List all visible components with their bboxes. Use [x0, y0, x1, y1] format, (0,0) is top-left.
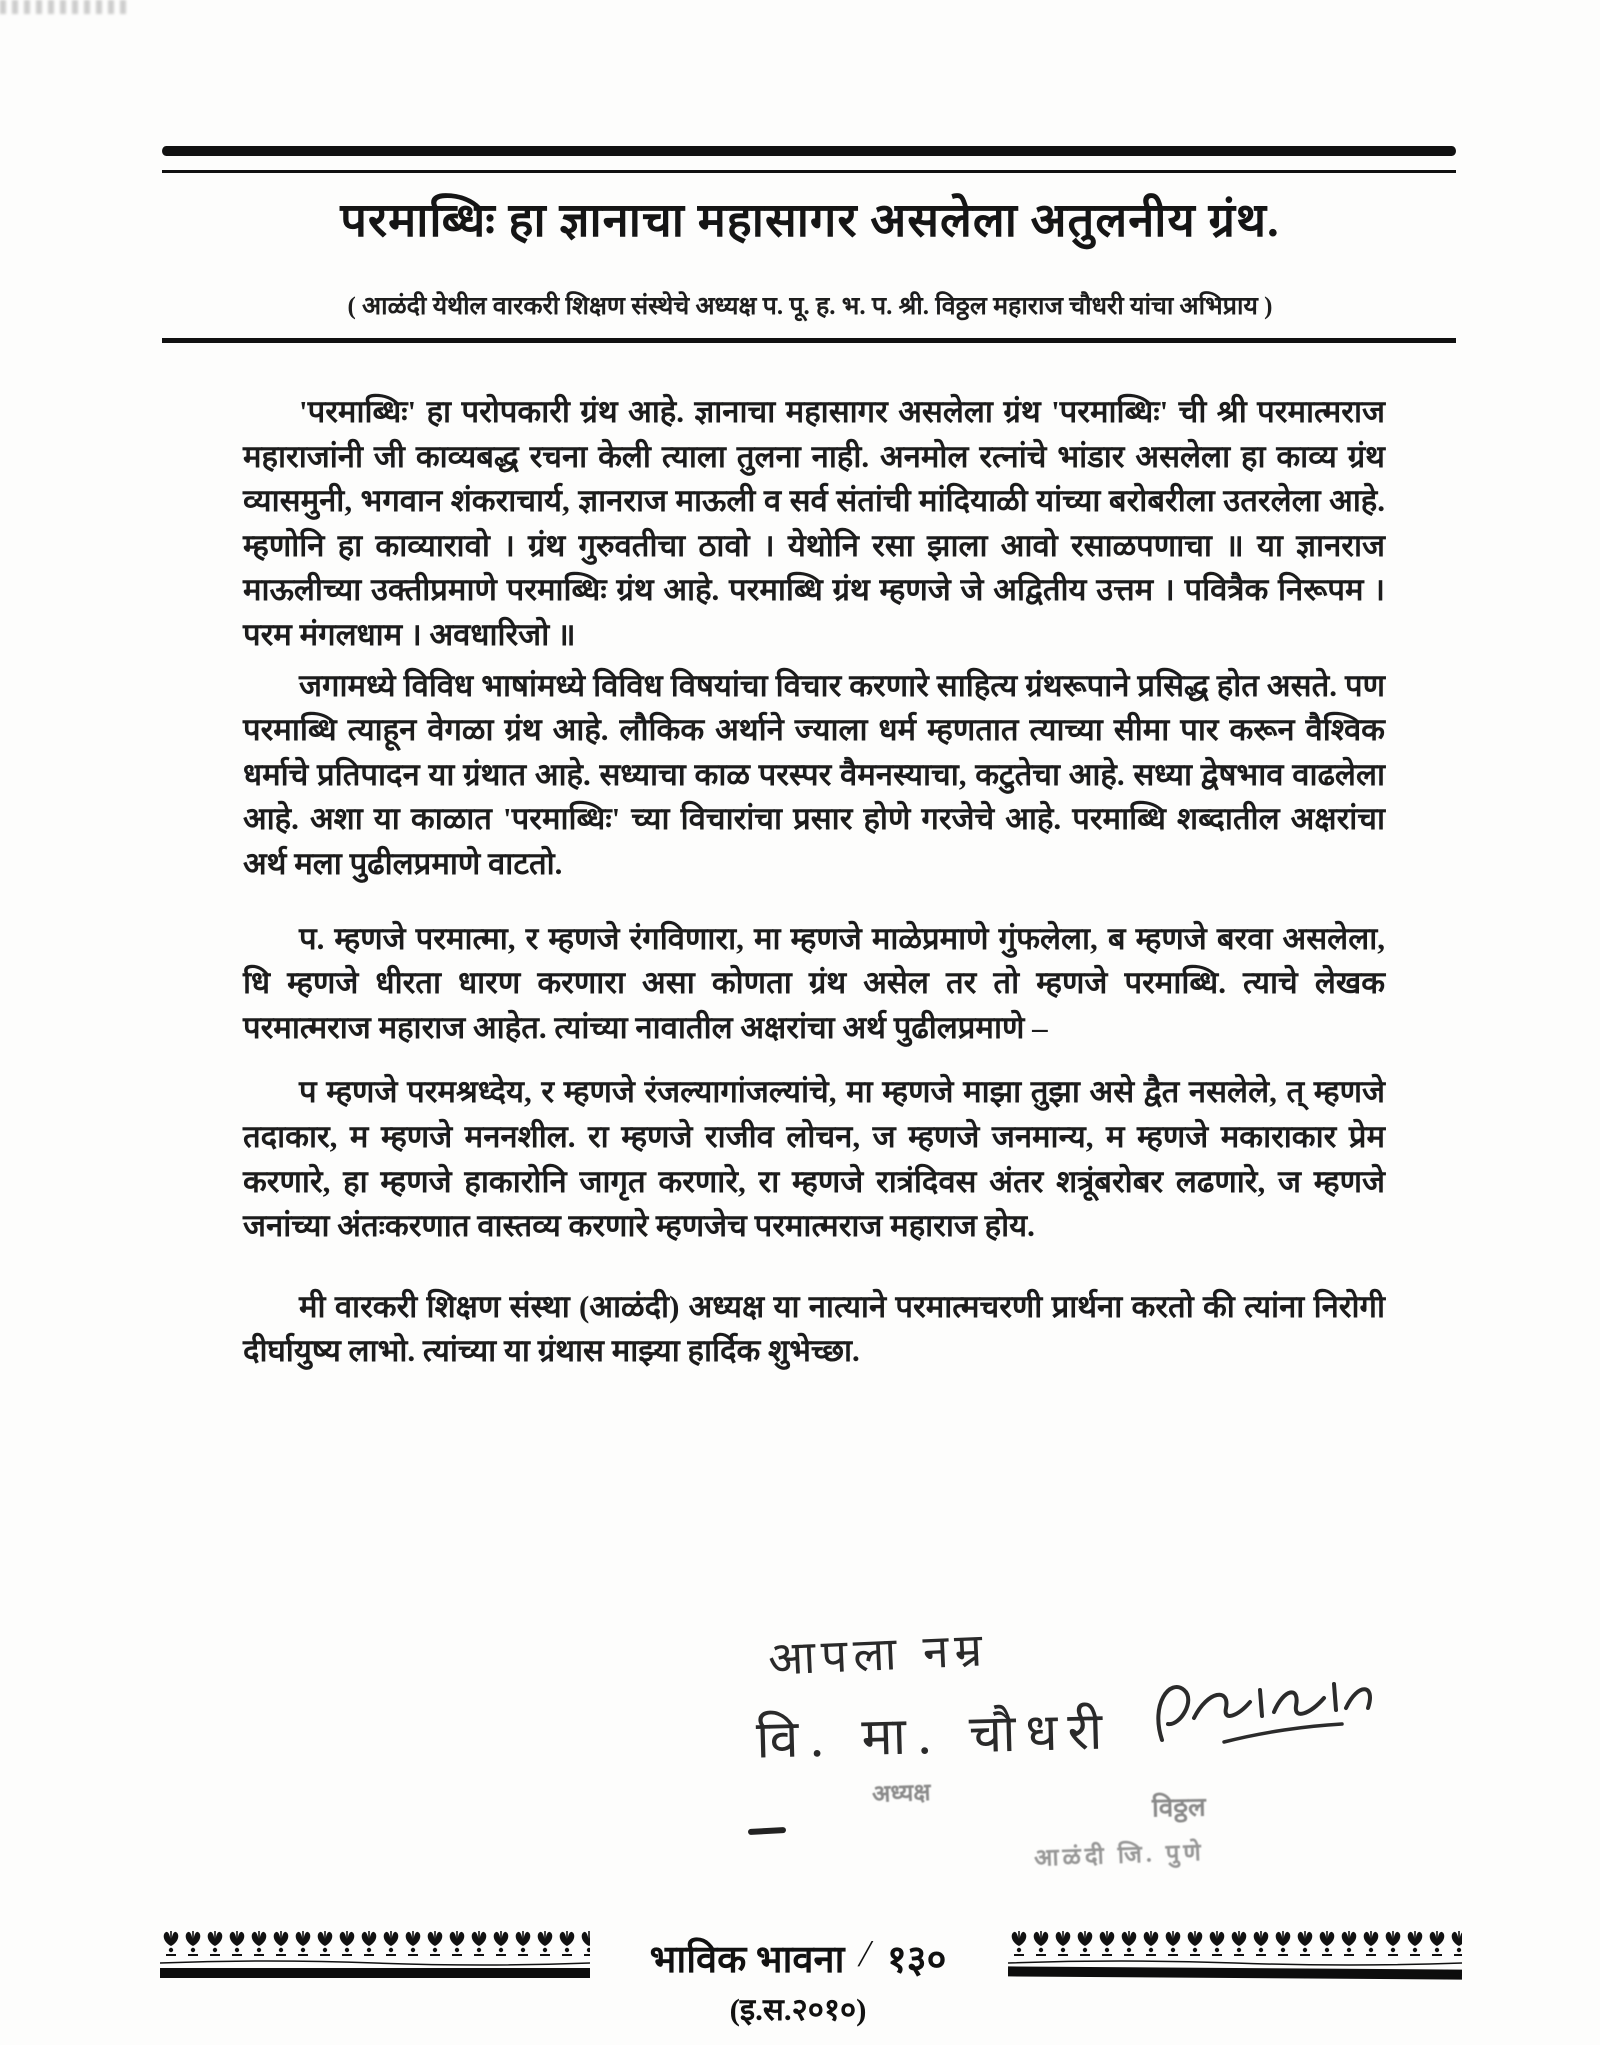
handwritten-dash: [748, 1827, 786, 1835]
top-rule-thick: [162, 146, 1456, 156]
body-paragraph: मी वारकरी शिक्षण संस्था (आळंदी) अध्यक्ष या नात्याने परमात्मचरणी प्रार्थना करतो की त्यांना निरोगी दीर्घायुष्य लाभो. त्यांच्या या ग्रंथास माझ्या हार्दिक शुभेच्छा.: [243, 1288, 1385, 1369]
footer-separator: /: [856, 1933, 876, 1975]
stamp-right-line1: विठ्ठल: [1151, 1792, 1206, 1823]
handwritten-closing: आपला नम्र: [766, 1622, 990, 1686]
footer-year: (इ.स.२०१०): [729, 1992, 867, 2027]
page-subtitle: ( आळंदी येथील वारकरी शिक्षण संस्थेचे अध्यक्ष प. पू. ह. भ. प. श्री. विठ्ठल महाराज चौधरी यांचा अभिप्राय ): [347, 293, 1273, 320]
stamp-title-text: अध्यक्ष: [871, 1779, 931, 1809]
stamp-smudge: [0, 0, 130, 14]
signature-scribble: [1128, 1662, 1398, 1782]
body-paragraph: प म्हणजे परमश्रध्देय, र म्हणजे रंजल्यागांजल्यांचे, मा म्हणजे माझा तुझा असे द्वैत नसलेले, त् म्हणजे तदाकार, म म्हणजे मननशील. रा म्हणजे राजीव लोचन, ज म्हणजे जनमान्य, म म्हणजे मकाराकार प्रेम करणारे, हा म्हणजे हाकारोनि जागृत करणारे, रा म्हणजे रात्रंदिवस अंतर शत्रूंबरोबर लढणारे, ज म्हणजे जनांच्या अंतःकरणात वास्तव्य करणारे म्हणजेच परमात्मराज महाराज होय.: [243, 1074, 1385, 1244]
handwritten-signature-name: वि. मा. चौधरी: [755, 1701, 1114, 1771]
body-paragraph: जगामध्ये विविध भाषांमध्ये विविध विषयांचा विचार करणारे साहित्य ग्रंथरूपाने प्रसिद्ध होत असते. पण परमाब्धि त्याहून वेगळा ग्रंथ आहे. लौकिक अर्थाने ज्याला धर्म म्हणतात त्याच्या सीमा पार करून वैश्विक धर्माचे प्रतिपादन या ग्रंथात आहे. सध्याचा काळ परस्पर वैमनस्याचा, कटुतेचा आहे. सध्या द्वेषभाव वाढलेला आहे. अशा या काळात 'परमाब्धिः' च्या विचारांचा प्रसार होणे गरजेचे आहे. परमाब्धि शब्दातील अक्षरांचा अर्थ मला पुढीलप्रमाणे वाटतो.: [243, 667, 1385, 881]
header-bottom-rule: [162, 338, 1456, 343]
footer-book-title: भाविक भावना: [649, 1939, 845, 1981]
stamp-right-line2: आळंदी जि. पुणे: [1033, 1840, 1206, 1872]
top-rule-thin: [162, 170, 1456, 173]
article-body: [243, 390, 1385, 1374]
body-paragraph: 'परमाब्धिः' हा परोपकारी ग्रंथ आहे. ज्ञानाचा महासागर असलेला ग्रंथ 'परमाब्धिः' ची श्री परमात्मराज महाराजांनी जी काव्यबद्ध रचना केली त्याला तुलना नाही. अनमोल रत्नांचे भांडार असलेला हा काव्य ग्रंथ व्यासमुनी, भगवान शंकराचार्य, ज्ञानराज माऊली व सर्व संतांची मांदियाळी यांच्या बरोबरीला उतरलेला आहे. म्हणोनि हा काव्यारावो । ग्रंथ गुरुवतीचा ठावो । येथोनि रसा झाला आवो रसाळपणाचा ॥ या ज्ञानराज माऊलीच्या उक्तीप्रमाणे परमाब्धिः ग्रंथ आहे. परमाब्धि ग्रंथ म्हणजे जे अद्वितीय उत्तम । पवित्रैक निरूपम । परम मंगलधाम । अवधारिजो ॥: [243, 394, 1385, 652]
body-paragraph: प. म्हणजे परमात्मा, र म्हणजे रंगविणारा, मा म्हणजे माळेप्रमाणे गुंफलेला, ब म्हणजे बरवा असलेला, धि म्हणजे धीरता धारण करणारा असा कोणता ग्रंथ असेल तर तो म्हणजे परमाब्धि. त्याचे लेखक परमात्मराज महाराज आहेत. त्यांच्या नावातील अक्षरांचा अर्थ पुढीलप्रमाणे –: [243, 920, 1385, 1045]
footer-page-number: १३०: [887, 1939, 947, 1981]
page-title: परमाब्धिः हा ज्ञानाचा महासागर असलेला अतुलनीय ग्रंथ.: [340, 195, 1280, 247]
footer-ornament-left: [160, 1930, 590, 1986]
footer-title-row: [578, 1932, 1018, 1984]
footer-ornament-right: [1008, 1930, 1462, 1986]
